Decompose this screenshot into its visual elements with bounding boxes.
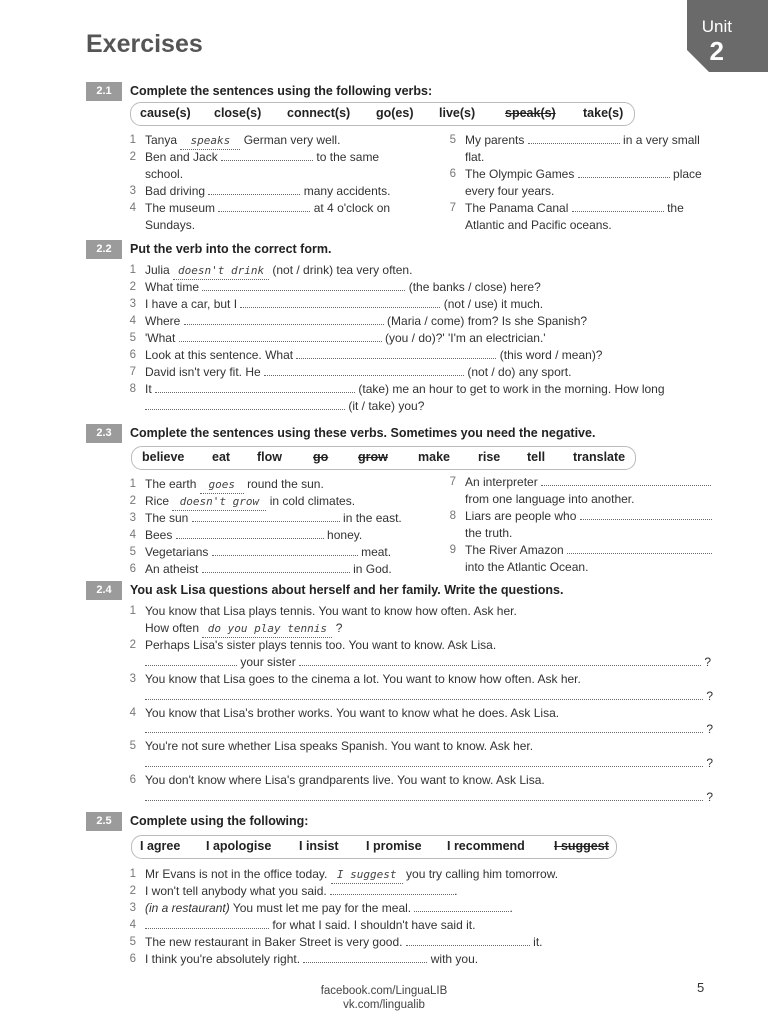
exercise-item-cont: the truth.: [465, 526, 513, 540]
answer-blank[interactable]: [202, 279, 405, 291]
word-box-item: translate: [573, 450, 626, 464]
exercise-item-cont: ?: [145, 688, 713, 705]
page-number: 5: [697, 980, 705, 995]
answer-blank[interactable]: [572, 200, 664, 212]
answer-blank[interactable]: [184, 313, 384, 325]
footer-link[interactable]: vk.com/lingualib: [343, 999, 425, 1011]
answer-blank[interactable]: [145, 789, 703, 801]
answer-blank[interactable]: [264, 364, 464, 376]
word-box-item: cause(s): [140, 106, 191, 120]
answer-blank[interactable]: [155, 381, 355, 393]
exercise-number: 2.1: [86, 82, 122, 101]
exercise-item-cont: into the Atlantic Ocean.: [465, 560, 589, 574]
answer-example: speaks: [180, 132, 240, 150]
exercise-item-cont: ?: [145, 721, 713, 738]
answer-blank[interactable]: [567, 542, 712, 554]
answer-blank[interactable]: [145, 654, 237, 666]
answer-example: doesn't grow: [172, 493, 266, 511]
answer-example: doesn't drink: [173, 262, 269, 280]
word-box-item: live(s): [439, 106, 476, 120]
footer-link[interactable]: facebook.com/LinguaLIB: [320, 985, 448, 997]
word-box-item-used: go: [313, 450, 329, 464]
answer-blank[interactable]: [212, 544, 358, 556]
unit-number: 2: [709, 36, 724, 66]
answer-blank[interactable]: [208, 183, 300, 195]
exercise-item-cont: ?: [145, 755, 713, 772]
word-box-item: tell: [527, 450, 546, 464]
answer-blank[interactable]: [580, 508, 712, 520]
answer-blank[interactable]: [145, 721, 703, 733]
exercise-number: 2.3: [86, 424, 122, 443]
exercise-item-cont: from one language into another.: [465, 492, 635, 506]
exercise-heading: Complete the sentences using the following verbs:: [130, 84, 433, 98]
answer-blank[interactable]: [330, 883, 454, 895]
answer-blank[interactable]: [414, 900, 509, 912]
word-box-item: eat: [212, 450, 231, 464]
answer-blank[interactable]: [406, 934, 530, 946]
exercise-item-cont: ?: [145, 789, 713, 806]
unit-label: Unit: [701, 17, 732, 36]
exercise-item-cont: How often do you play tennis ?: [145, 620, 342, 638]
word-box-item-used: grow: [358, 450, 388, 464]
word-box: [131, 835, 617, 859]
answer-blank[interactable]: [145, 917, 269, 929]
answer-blank[interactable]: [299, 654, 701, 666]
exercise-heading: You ask Lisa questions about herself and her family. Write the questions.: [130, 583, 564, 597]
answer-blank[interactable]: [218, 200, 310, 212]
answer-blank[interactable]: [179, 330, 382, 342]
word-box-item: I promise: [366, 839, 422, 853]
word-box-item: I recommend: [447, 839, 525, 853]
word-box-item: go(es): [376, 106, 414, 120]
exercise-item-cont: every four years.: [465, 184, 555, 198]
answer-blank[interactable]: [578, 166, 670, 178]
answer-blank[interactable]: [145, 398, 345, 410]
answer-blank[interactable]: [176, 527, 324, 539]
answer-example: goes: [200, 476, 244, 494]
exercise-item-cont: flat.: [465, 150, 485, 164]
answer-blank[interactable]: [528, 132, 620, 144]
answer-blank[interactable]: [192, 510, 340, 522]
answer-example: do you play tennis: [202, 620, 332, 638]
answer-blank[interactable]: [240, 296, 440, 308]
word-box-item: rise: [478, 450, 501, 464]
exercise-heading: Complete the sentences using these verbs. Sometimes you need the negative.: [130, 426, 596, 440]
answer-blank[interactable]: [296, 347, 496, 359]
word-box-item: I agree: [140, 839, 181, 853]
word-box-item: I apologise: [206, 839, 272, 853]
word-box-item: I insist: [299, 839, 339, 853]
word-box: [131, 446, 636, 470]
exercise-heading: Put the verb into the correct form.: [130, 242, 332, 256]
answer-blank[interactable]: [221, 149, 313, 161]
word-box-item: take(s): [583, 106, 624, 120]
answer-example: I suggest: [331, 866, 403, 884]
word-box-item: connect(s): [287, 106, 351, 120]
exercise-number: 2.5: [86, 812, 122, 831]
word-box-item-used: speak(s): [505, 106, 556, 120]
word-box-item: flow: [257, 450, 282, 464]
word-box: [130, 102, 635, 126]
exercise-item-cont: your sister ?: [145, 654, 711, 671]
word-box-item: make: [418, 450, 450, 464]
answer-blank[interactable]: [145, 688, 703, 700]
word-box-item: believe: [142, 450, 185, 464]
exercise-item-cont: Atlantic and Pacific oceans.: [465, 218, 612, 232]
page-title: Exercises: [86, 30, 203, 58]
answer-blank[interactable]: [202, 561, 350, 573]
answer-blank[interactable]: [541, 474, 711, 486]
word-box-item-used: I suggest: [554, 839, 609, 853]
answer-blank[interactable]: [303, 951, 427, 963]
exercise-item-cont: Sundays.: [145, 218, 196, 232]
exercise-item-cont: (it / take) you?: [145, 398, 424, 415]
unit-tab: [687, 0, 768, 72]
exercise-heading: Complete using the following:: [130, 814, 309, 828]
exercise-number: 2.2: [86, 240, 122, 259]
exercise-number: 2.4: [86, 581, 122, 600]
answer-blank[interactable]: [145, 755, 703, 767]
word-box-item: close(s): [214, 106, 262, 120]
exercise-item-cont: school.: [145, 167, 184, 181]
